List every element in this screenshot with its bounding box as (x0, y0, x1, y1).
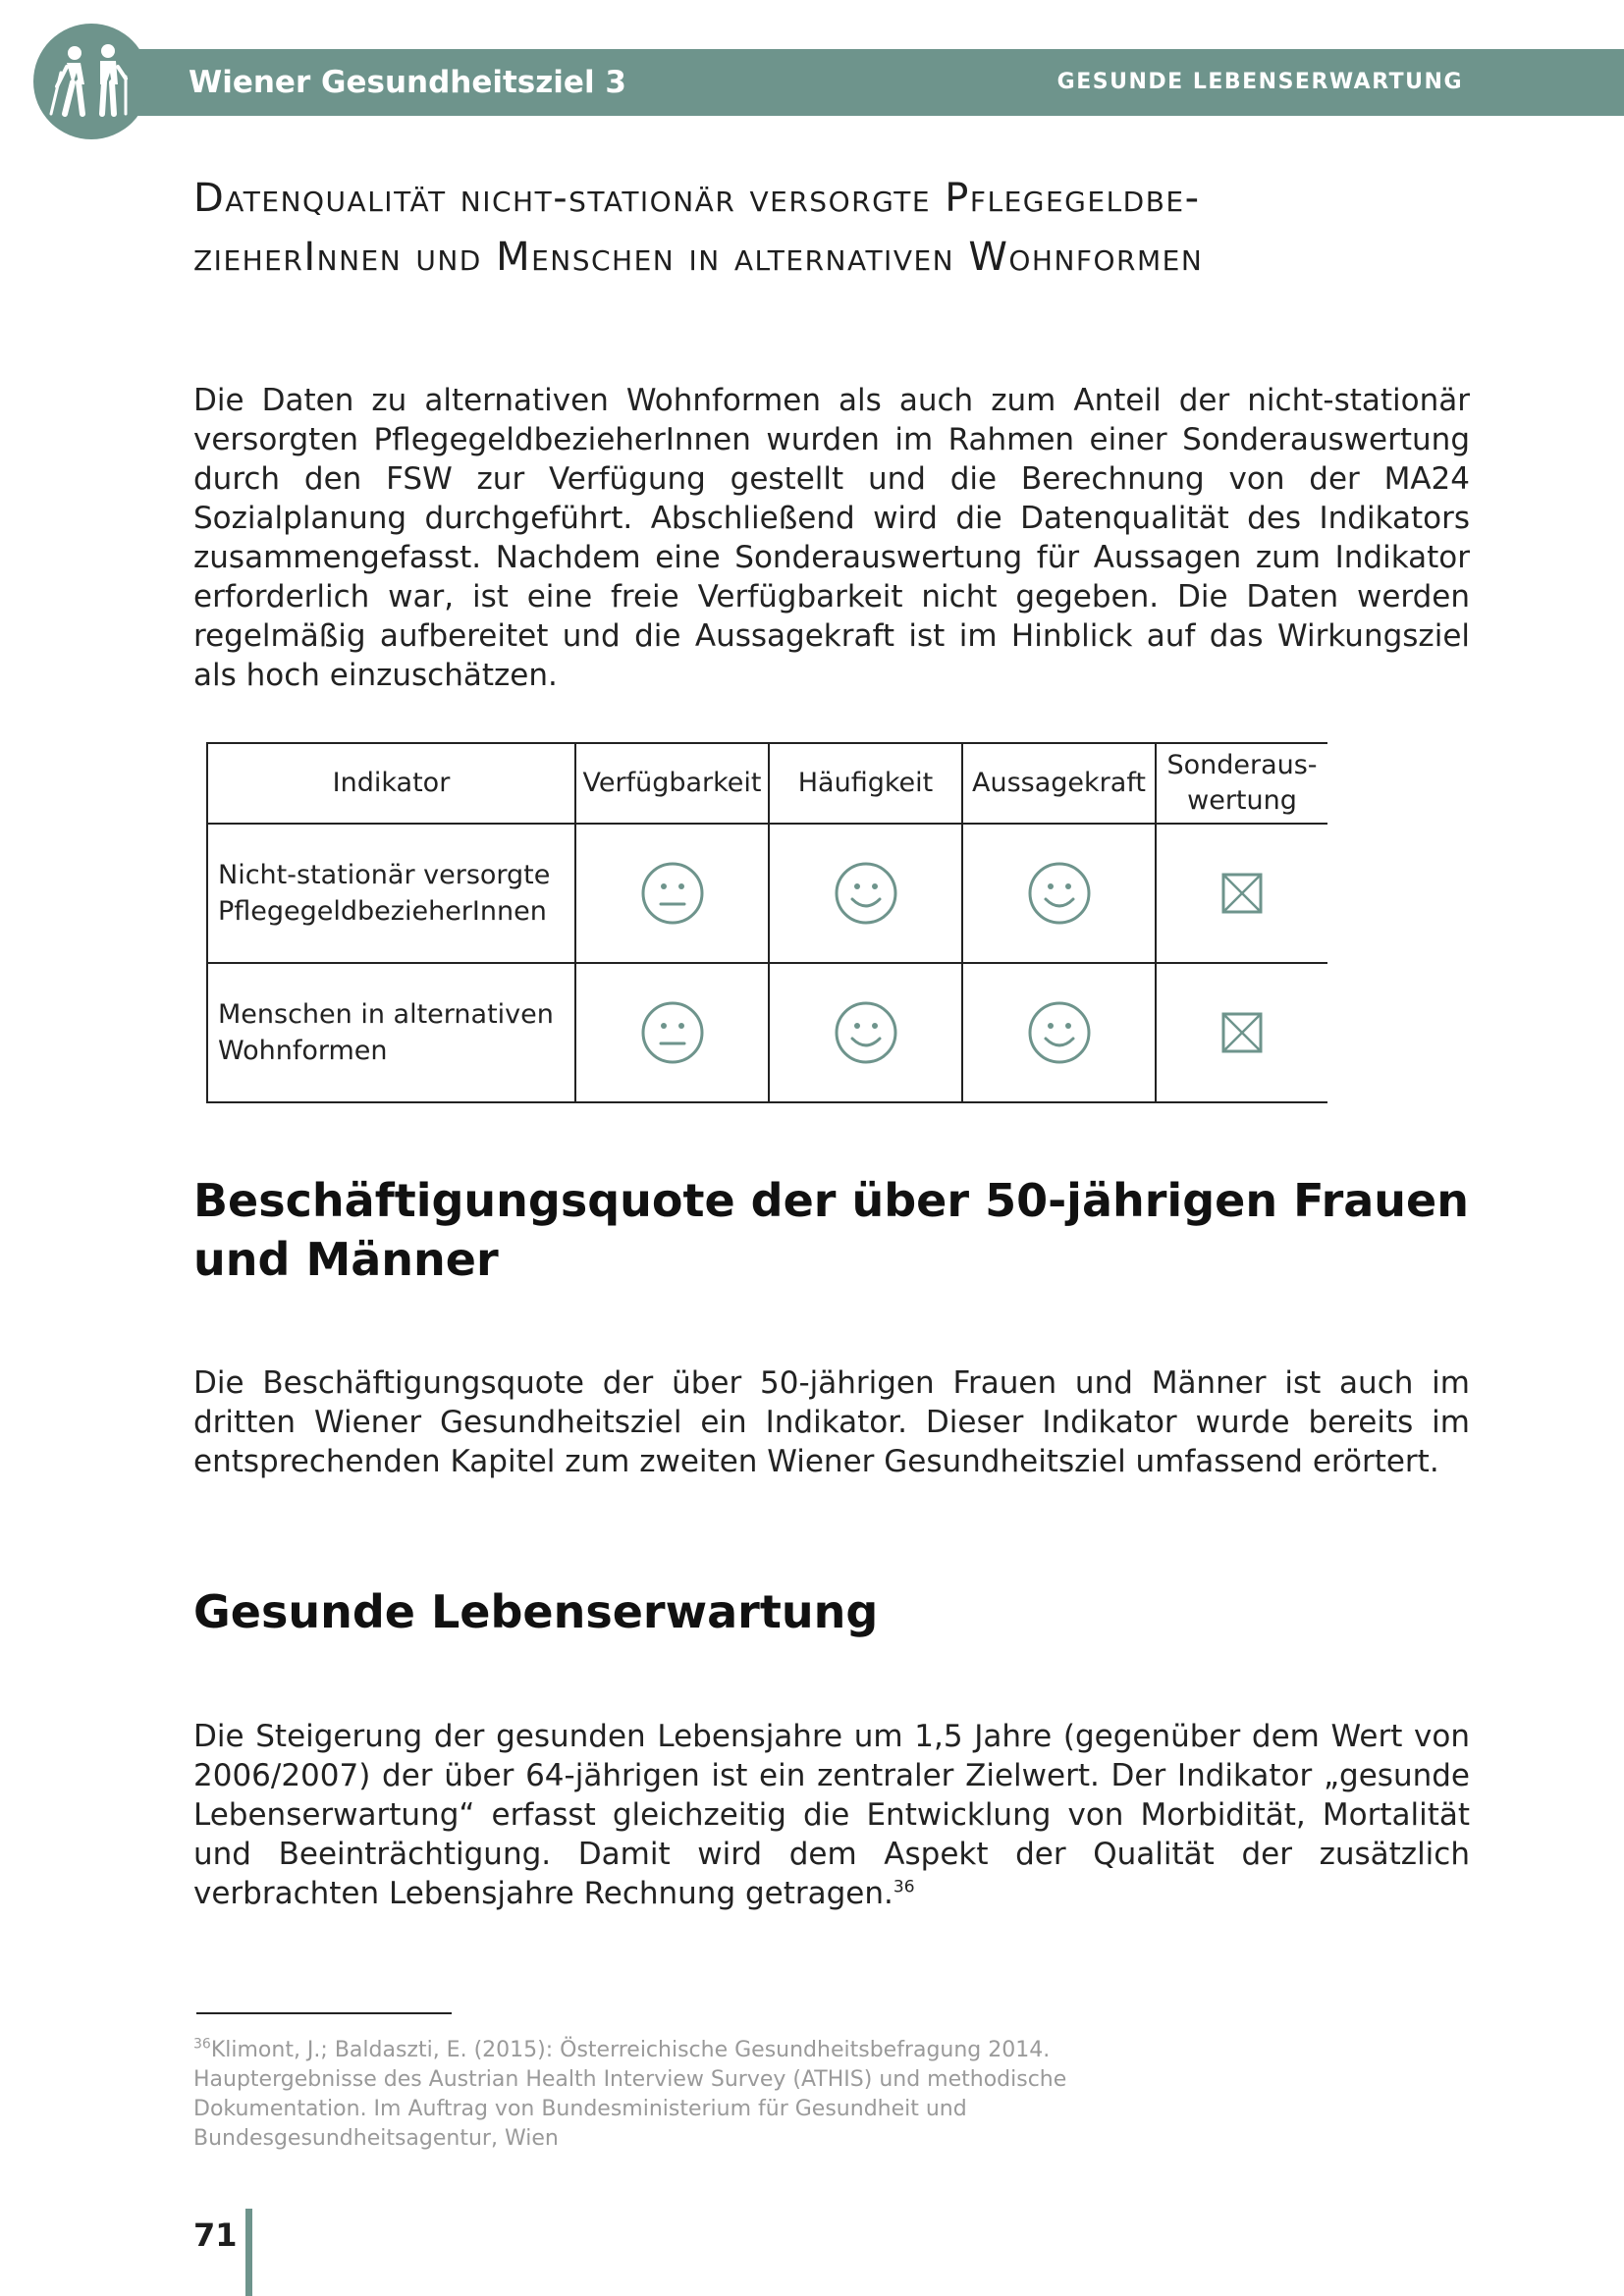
page-number-rule (245, 2209, 252, 2296)
section-heading-datenqualitaet (193, 169, 1470, 287)
header-indikator: Indikator (207, 743, 575, 824)
neutral-face-icon (640, 861, 705, 926)
header-section-label: GESUNDE LEBENSERWARTUNG (1056, 70, 1463, 94)
footnote-text: Klimont, J.; Baldaszti, E. (2015): Österreichische Gesundheitsbefragung 2014. Hauptergebnisse des Austrian Health Interview Survey (ATHIS) und methodische Dokumentation. Im Auftrag von Bundesministerium für Gesundheit und Bundesgesundheitsagentur, Wien (193, 2038, 1067, 2151)
heading-line-2: und Männer (193, 1233, 499, 1286)
table-row (207, 963, 1327, 1102)
paragraph-gesunde-lebenserwartung (193, 1717, 1470, 1913)
paragraph-datenqualitaet: Die Daten zu alternativen Wohnformen als auch zum Anteil der nicht-stationär versorgten PflegegeldbezieherInnen wurden im Rahmen einer Sonderauswertung durch den FSW zur Verfügung gestellt und die Berechnung von der MA24 Sozialplanung durchgeführt. Abschließend wird die Datenqualität des Indikators zusammengefasst. Nachdem eine Sonderauswertung für Aussagen zum Indikator erforderlich war, ist eine freie Verfügbarkeit nicht gegeben. Die Daten werden regelmäßig aufbereitet und die Aussagekraft ist im Hinblick auf das Wirkungsziel als hoch einzuschätzen. (193, 383, 1470, 693)
smiley-face-icon (834, 861, 898, 926)
row-label-line2: PflegegeldbezieherInnen (218, 896, 547, 927)
header-sonderauswertung (1156, 743, 1327, 824)
data-quality-table (206, 742, 1327, 1103)
row-label (207, 963, 575, 1102)
row-label-line2: Wohnformen (218, 1036, 388, 1066)
smiley-face-icon (1027, 1000, 1092, 1065)
table-row (207, 824, 1327, 963)
header-sonderauswertung-line1: Sonderaus- (1166, 750, 1318, 780)
smiley-face-icon (834, 1000, 898, 1065)
row-label (207, 824, 575, 963)
header-aussagekraft: Aussagekraft (962, 743, 1156, 824)
footnote-reference[interactable]: 36 (893, 1877, 915, 1897)
header-verfuegbarkeit: Verfügbarkeit (575, 743, 769, 824)
header-sonderauswertung-line2: wertung (1187, 785, 1297, 816)
row-label-line1: Nicht-stationär versorgte (218, 860, 551, 890)
table-header-row (207, 743, 1327, 824)
hiking-seniors-icon (33, 24, 149, 139)
heading-line-2: zieherInnen und Menschen in alternativen Wohnformen (193, 235, 1204, 280)
smiley-face-icon (1027, 861, 1092, 926)
neutral-face-icon (640, 1000, 705, 1065)
crossed-box-icon (1210, 861, 1274, 926)
header-title: Wiener Gesundheitsziel 3 (189, 65, 626, 100)
header-haeufigkeit: Häufigkeit (769, 743, 962, 824)
paragraph-beschaeftigungsquote: Die Beschäftigungsquote der über 50-jährigen Frauen und Männer ist auch im dritten Wiener Gesundheitsziel ein Indikator. Dieser Indikator wurde bereits im entsprechenden Kapitel zum zweiten Wiener Gesundheitsziel umfassend erörtert. (193, 1365, 1470, 1479)
section-heading-beschaeftigungsquote (193, 1171, 1470, 1289)
footnote (193, 2036, 1175, 2154)
row-label-line1: Menschen in alternativen (218, 999, 554, 1030)
footnote-number: 36 (193, 2036, 211, 2053)
section-heading-gesunde-lebenserwartung: Gesunde Lebenserwartung (193, 1585, 879, 1638)
header-bar (79, 49, 1624, 116)
paragraph-text: Die Steigerung der gesunden Lebensjahre um 1,5 Jahre (gegenüber dem Wert von 2006/2007) der über 64-jährigen ist ein zentraler Zielwert. Der Indikator „gesunde Lebenserwartung“ erfasst gleichzeitig die Entwicklung von Morbidität, Mortalität und Beeinträchtigung. Damit wird dem Aspekt der Qualität der zusätzlich verbrachten Lebensjahre Rechnung getragen. (193, 1719, 1470, 1911)
heading-line-1: Beschäftigungsquote der über 50-jährigen Frauen (193, 1174, 1469, 1227)
crossed-box-icon (1210, 1000, 1274, 1065)
footnote-divider (196, 2012, 452, 2014)
heading-line-1: Datenqualität nicht-stationär versorgte Pflegegeldbe- (193, 176, 1201, 221)
page-number: 71 (193, 2216, 238, 2254)
